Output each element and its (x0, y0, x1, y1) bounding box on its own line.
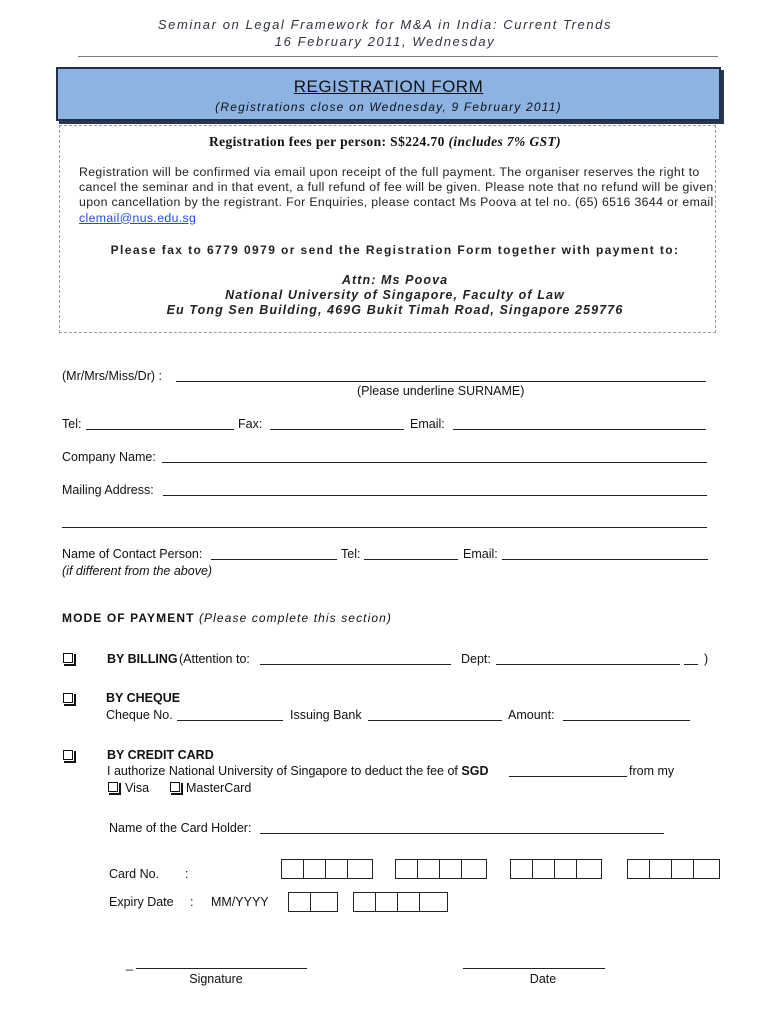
contact-tel-field[interactable] (364, 559, 458, 560)
mastercard-checkbox-icon[interactable] (170, 782, 180, 792)
expiry-colon: : (190, 895, 194, 909)
fax-label: Fax: (238, 417, 263, 431)
name-field[interactable] (176, 381, 706, 382)
mastercard-label: MasterCard (186, 781, 252, 795)
billing-dept-label: Dept: (461, 652, 491, 666)
card-no-group-2[interactable] (395, 859, 487, 879)
card-authorize-row (107, 764, 488, 778)
card-no-group-3[interactable] (510, 859, 602, 879)
expiry-month-cells[interactable] (288, 892, 338, 912)
card-from-my: from my (629, 764, 675, 778)
address-line: Eu Tong Sen Building, 469G Bukit Timah Road, Singapore 259776 (166, 303, 624, 317)
card-holder-label: Name of the Card Holder: (109, 821, 252, 835)
fax-field[interactable] (270, 429, 404, 430)
header-divider (78, 56, 718, 57)
card-no-colon: : (185, 867, 189, 881)
card-currency: SGD (461, 764, 489, 778)
card-holder-field[interactable] (260, 833, 664, 834)
card-no-group-4[interactable] (627, 859, 720, 879)
payment-heading-note: (Please complete this section) (198, 611, 393, 625)
signature-label: Signature (189, 972, 243, 986)
issuing-bank-label: Issuing Bank (290, 708, 362, 722)
mailing-field-line-2[interactable] (62, 527, 707, 528)
visa-label: Visa (125, 781, 150, 795)
fax-instruction: Please fax to 6779 0979 or send the Registration Form together with payment to: (110, 243, 680, 257)
contact-note: (if different from the above) (62, 564, 213, 578)
payment-heading-row (62, 611, 392, 625)
org-line: National University of Singapore, Faculty of Law (225, 288, 565, 302)
attn-line: Attn: Ms Poova (341, 273, 449, 287)
date-label: Date (529, 972, 557, 986)
registration-title-box (56, 67, 721, 121)
contact-person-field[interactable] (211, 559, 337, 560)
billing-checkbox-icon[interactable] (63, 653, 73, 663)
contact-email-label: Email: (463, 547, 498, 561)
company-field[interactable] (162, 462, 707, 463)
email-label: Email: (410, 417, 445, 431)
cheque-label: BY CHEQUE (106, 691, 181, 705)
cheque-no-label: Cheque No. (106, 708, 173, 722)
form-deadline: (Registrations close on Wednesday, 9 February 2011) (215, 100, 562, 114)
company-label: Company Name: (62, 450, 156, 464)
contact-tel-label: Tel: (341, 547, 361, 561)
expiry-year-cells[interactable] (353, 892, 448, 912)
card-authorize-text: I authorize National University of Singapore to deduct the fee of (107, 764, 462, 778)
contact-person-label: Name of Contact Person: (62, 547, 203, 561)
card-label: BY CREDIT CARD (107, 748, 214, 762)
cheque-no-field[interactable] (177, 720, 283, 721)
cheque-amount-field[interactable] (563, 720, 690, 721)
fee-amount: Registration fees per person: S$224.70 (208, 134, 449, 149)
expiry-format: MM/YYYY (211, 895, 269, 909)
contact-email-field[interactable] (502, 559, 708, 560)
contact-email-link[interactable]: clemail@nus.edu.sg (79, 210, 197, 225)
tel-field[interactable] (86, 429, 234, 430)
email-field[interactable] (453, 429, 706, 430)
mailing-field[interactable] (163, 495, 707, 496)
card-no-label: Card No. (109, 867, 160, 881)
billing-attention-label: (Attention to: (179, 652, 250, 666)
card-amount-field[interactable] (509, 776, 627, 777)
fee-gst-note: (includes 7% GST) (448, 134, 562, 149)
billing-close-paren: ) (704, 652, 709, 666)
form-title: REGISTRATION FORM (293, 77, 484, 96)
terms-paragraph (79, 165, 719, 226)
fee-line (0, 134, 770, 150)
mailing-label: Mailing Address: (62, 483, 154, 497)
tel-label: Tel: (62, 417, 82, 431)
billing-dept-field[interactable] (496, 664, 680, 665)
surname-note: (Please underline SURNAME) (357, 384, 525, 398)
billing-label: BY BILLING (107, 652, 178, 666)
terms-text: Registration will be confirmed via email upon receipt of the full payment. The organiser reserves the right to cancel the seminar and in that event, a full refund of fee will be given. Please note that no refund will be given upon cancellation by the registrant. For Enquiries, please contact Ms Poova at tel no. (65) 6516 3644 or email (79, 165, 714, 210)
seminar-date: 16 February 2011, Wednesday (274, 34, 496, 49)
issuing-bank-field[interactable] (368, 720, 502, 721)
card-checkbox-icon[interactable] (63, 750, 73, 760)
seminar-title: Seminar on Legal Framework for M&A in India: Current Trends (157, 17, 613, 32)
signature-field[interactable] (136, 968, 307, 969)
signature-dash: _ (126, 957, 133, 971)
cheque-amount-label: Amount: (508, 708, 555, 722)
salutation-label: (Mr/Mrs/Miss/Dr) : (62, 369, 162, 383)
billing-attention-field[interactable] (260, 664, 451, 665)
expiry-label: Expiry Date (109, 895, 174, 909)
billing-dept-field-end[interactable] (684, 664, 698, 665)
payment-heading: MODE OF PAYMENT (62, 611, 195, 625)
cheque-checkbox-icon[interactable] (63, 693, 73, 703)
visa-checkbox-icon[interactable] (108, 782, 118, 792)
card-no-group-1[interactable] (281, 859, 373, 879)
date-field[interactable] (463, 968, 605, 969)
